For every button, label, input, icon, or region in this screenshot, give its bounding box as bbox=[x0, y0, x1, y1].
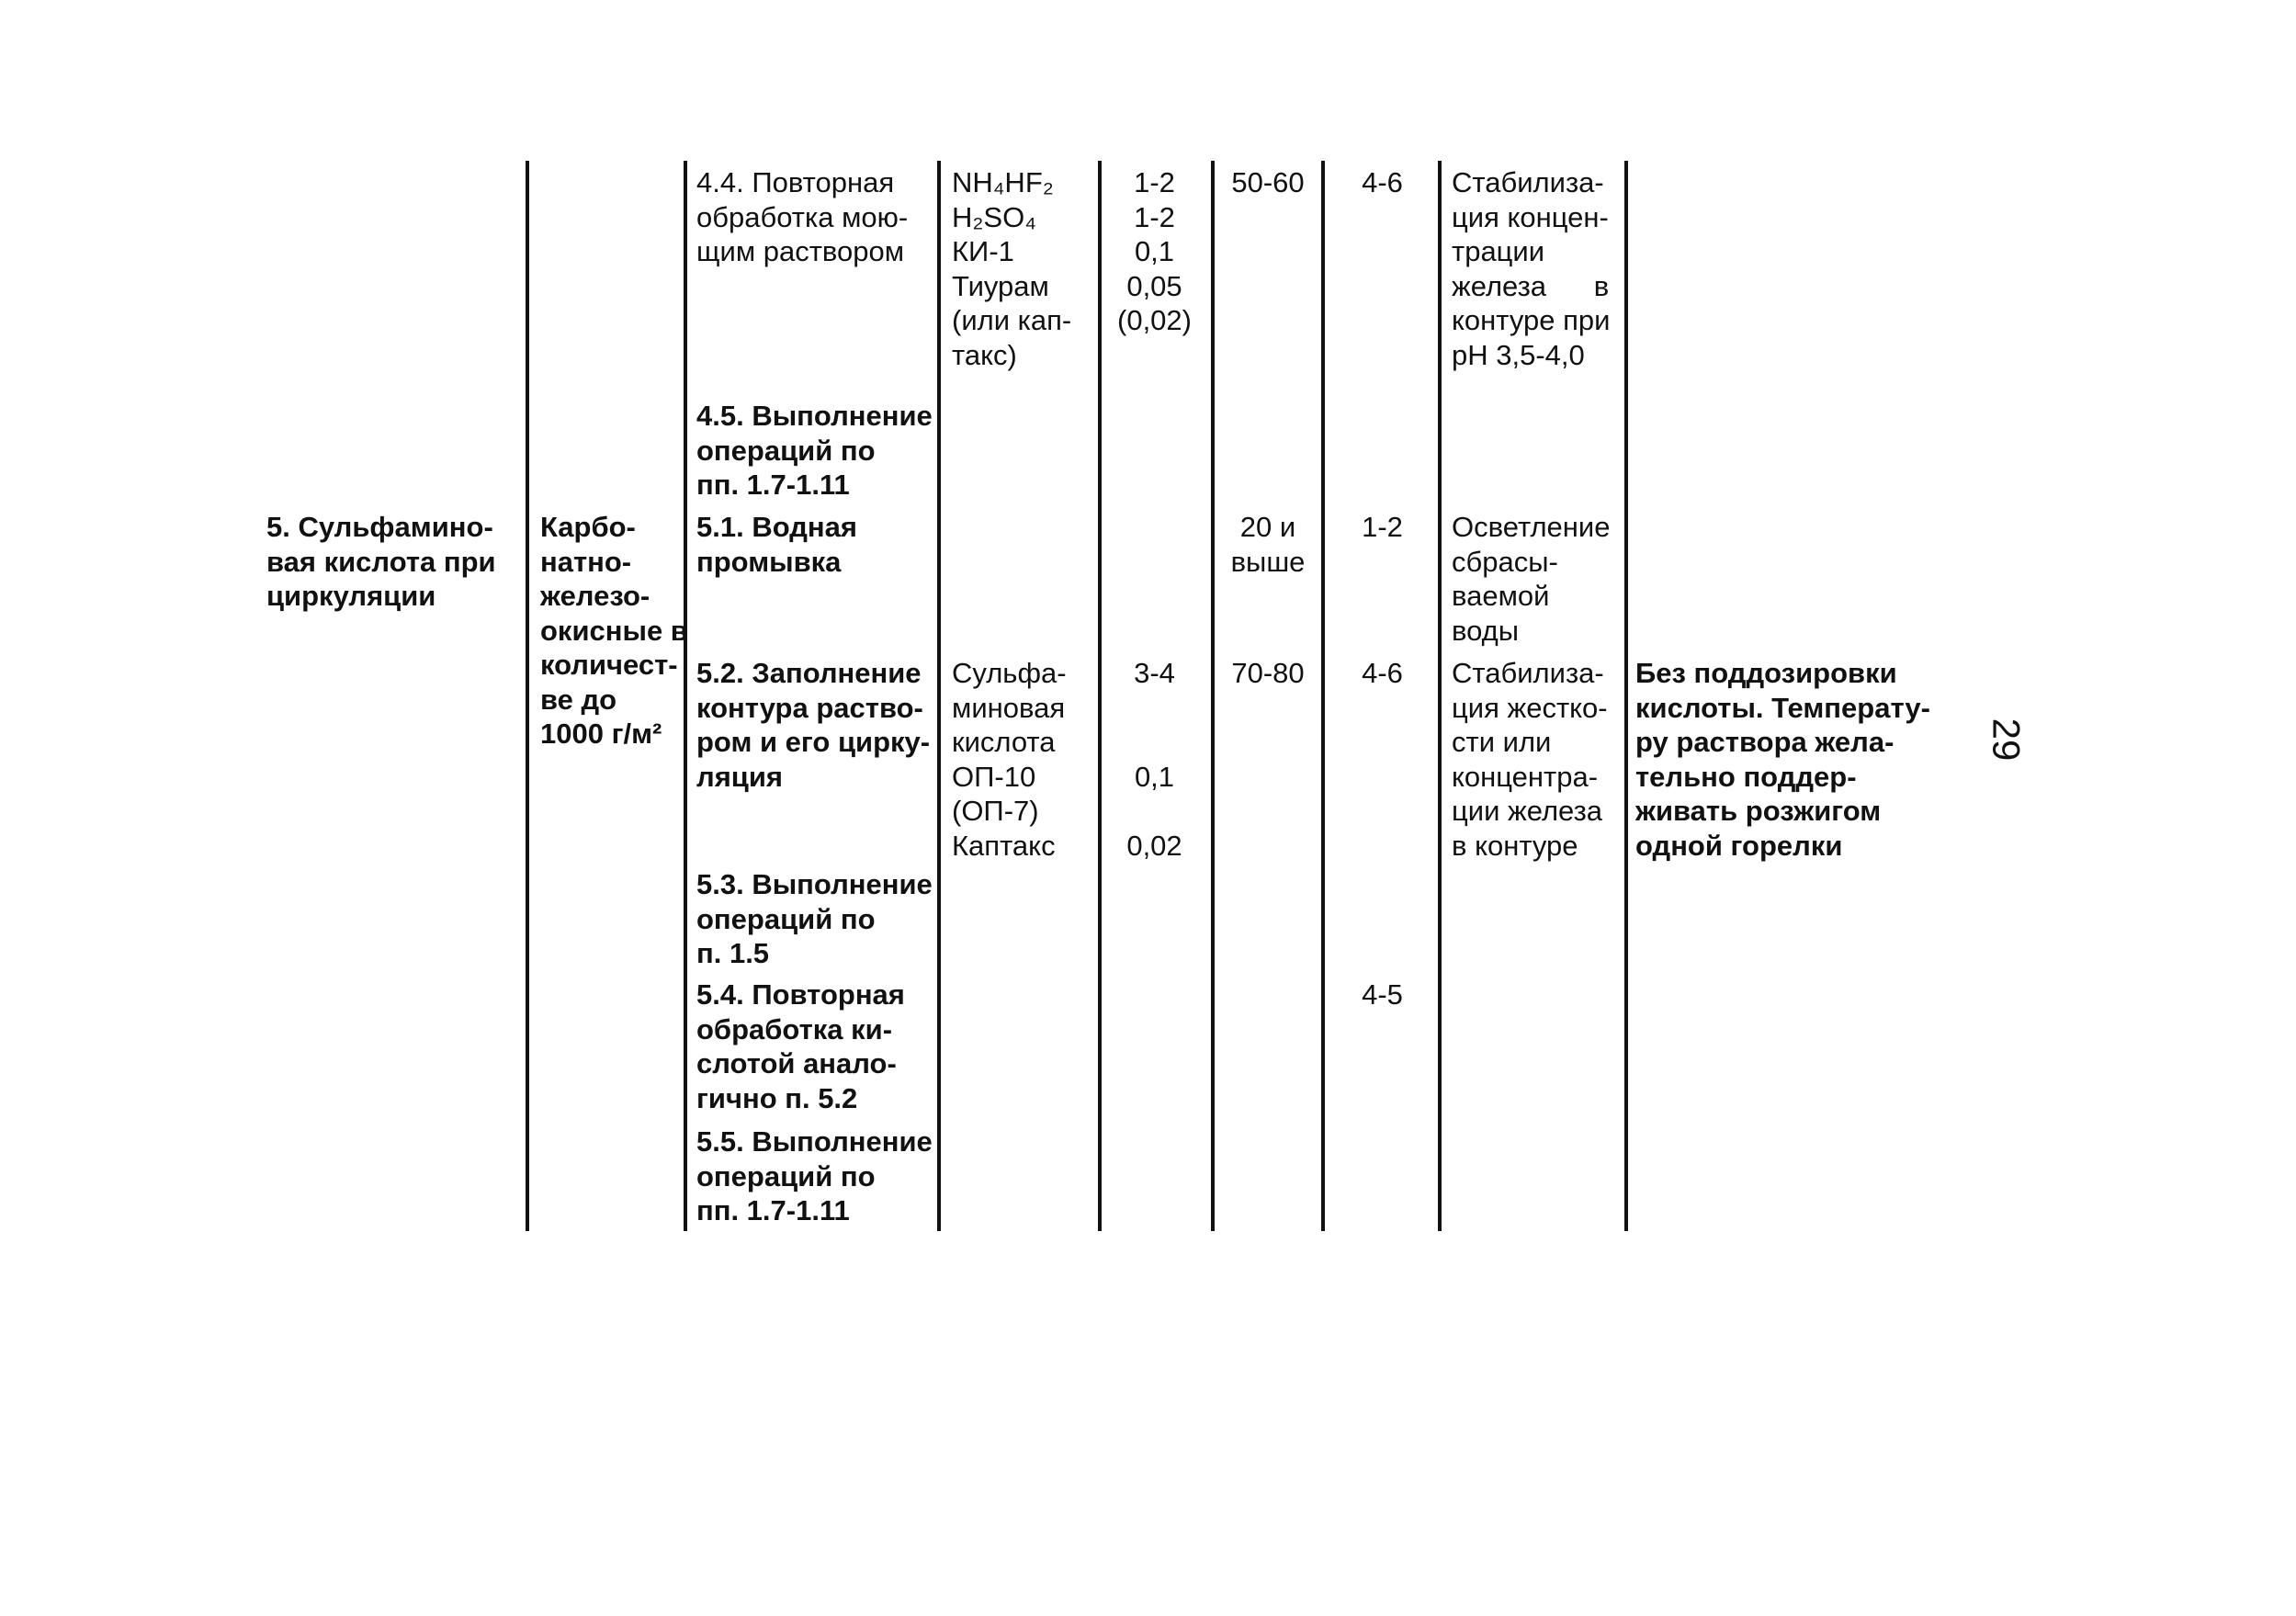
table-column-rule bbox=[1624, 161, 1628, 1231]
concentration-5-2: 3-4 0,1 0,02 bbox=[1126, 657, 1182, 862]
duration-4-4: 4-6 bbox=[1362, 166, 1403, 198]
operation-5-2: 5.2. Заполнение контура раство- ром и его цирку- ляция bbox=[696, 657, 931, 793]
control-5-1: Осветление сбрасы- ваемой воды bbox=[1452, 511, 1611, 647]
table-column-rule bbox=[937, 161, 941, 1231]
operation-5-4: 5.4. Повторная обработка ки- слотой анало- гично п. 5.2 bbox=[696, 978, 905, 1114]
temperature-4-4: 50-60 bbox=[1231, 166, 1305, 198]
notes-5-2: Без поддозировки кислоты. Температу- ру раствора жела- тельно поддер- живать розжигом одной горелки bbox=[1635, 657, 1930, 862]
operation-4-5: 4.5. Выполнение операций по пп. 1.7-1.11 bbox=[696, 400, 933, 501]
table-column-rule bbox=[1438, 161, 1442, 1231]
reagents-4-4: NH₄HF₂ H₂SO₄ КИ-1 Тиурам (или кап- такс) bbox=[952, 166, 1072, 371]
duration-5-4: 4-5 bbox=[1362, 978, 1403, 1011]
operation-5-3: 5.3. Выполнение операций по п. 1.5 bbox=[696, 868, 933, 969]
control-4-4: Стабилиза- ция концен- трации железа в контуре при pH 3,5-4,0 bbox=[1452, 166, 1611, 371]
reagents-5-2: Сульфа- миновая кислота ОП-10 (ОП-7) Каптакс bbox=[952, 657, 1067, 862]
operation-4-4: 4.4. Повторная обработка мою- щим раствором bbox=[696, 166, 909, 267]
temperature-5-2: 70-80 bbox=[1231, 657, 1305, 689]
concentration-4-4: 1-2 1-2 0,1 0,05 (0,02) bbox=[1117, 166, 1192, 336]
temperature-5-1: 20 и выше bbox=[1230, 511, 1306, 578]
duration-5-2: 4-6 bbox=[1362, 657, 1403, 689]
table-column-rule bbox=[1321, 161, 1325, 1231]
control-5-2: Стабилиза- ция жестко- сти или концентра- ции железа в контуре bbox=[1452, 657, 1608, 862]
operation-5-5: 5.5. Выполнение операций по пп. 1.7-1.11 bbox=[696, 1125, 933, 1226]
method-5: 5. Сульфамино- вая кислота при циркуляции bbox=[266, 511, 496, 612]
operation-5-1: 5.1. Водная промывка bbox=[696, 511, 857, 578]
page-number: 29 bbox=[1985, 718, 2029, 762]
deposits-5: Карбо- натно- железо- окисные в количест- ве до 1000 г/м² bbox=[540, 511, 688, 750]
duration-5-1: 1-2 bbox=[1362, 511, 1403, 543]
table-column-rule bbox=[1211, 161, 1215, 1231]
table-column-rule bbox=[526, 161, 529, 1231]
